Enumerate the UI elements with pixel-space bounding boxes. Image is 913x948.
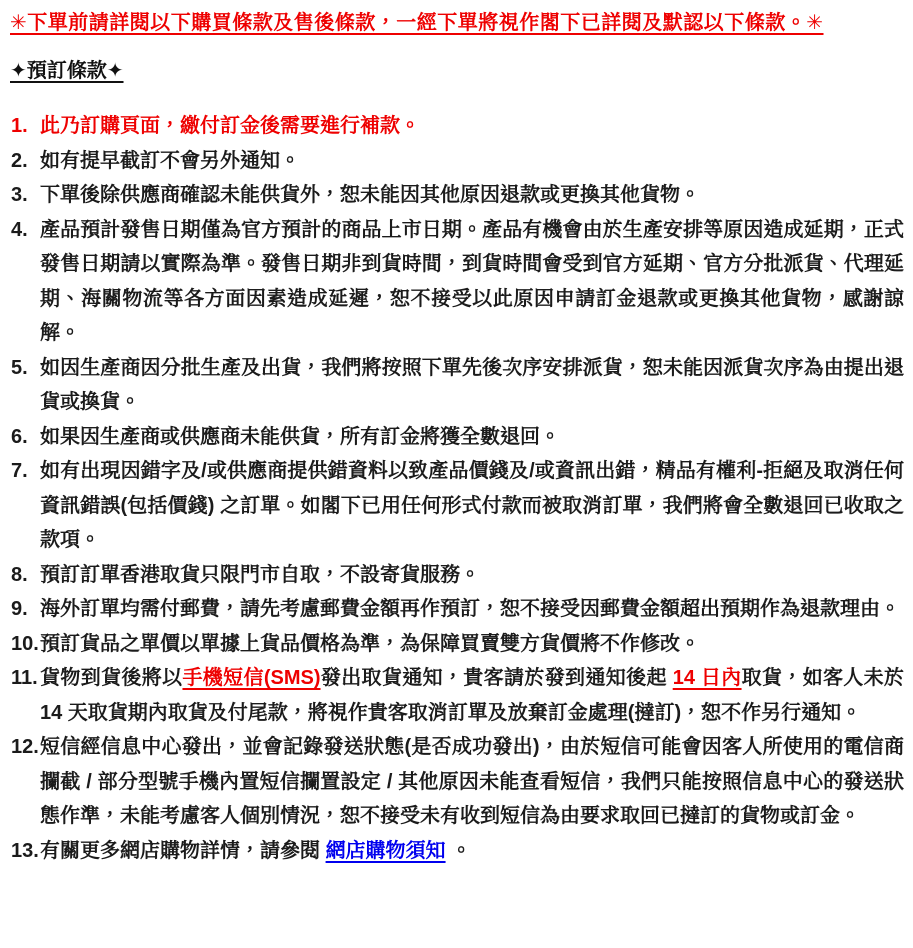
term-number: 12. [11, 736, 39, 758]
term-text: 下單後除供應商確認未能供貨外，恕未能因其他原因退款或更換其他貨物。 [40, 184, 700, 206]
term-text: 發出取貨通知，貴客請於發到通知後起 [320, 667, 673, 689]
term-item-6 [10, 420, 904, 455]
term-item-5 [10, 351, 904, 420]
term-text: 預訂貨品之單價以單據上貨品價格為準，為保障買賣雙方貨價將不作修改。 [40, 632, 700, 655]
term-item-8 [10, 558, 904, 593]
term-number: 2. [11, 149, 28, 172]
term-number: 13. [11, 839, 39, 862]
term-item-13 [10, 834, 904, 869]
term-item-7 [10, 454, 904, 558]
term-number: 11. [11, 667, 38, 689]
term-text: 如有出現因錯字及/或供應商提供錯資料以致產品價錢及/或資訊出錯，精品有權利-拒絕及取消任何資訊錯誤(包括價錢) 之訂單。如閣下已用任何形式付款而被取消訂單，我們將會全數退回已收取之款項。 [40, 460, 904, 551]
term-number: 10. [11, 632, 39, 655]
term-text: 取貨，如客人未於 14 天取貨期內取貨及付尾款，將視作貴客取消訂單及放棄訂金處理(撻訂)，恕不作另行通知。 [40, 667, 905, 724]
term-item-1 [10, 109, 904, 144]
term-text: 如有提早截訂不會另外通知。 [40, 149, 300, 172]
sms-notice-highlight: 手機短信(SMS) [182, 667, 321, 689]
term-text: 此乃訂購頁面，繳付訂金後需要進行補款。 [40, 115, 420, 137]
term-number: 8. [11, 563, 28, 586]
term-text: 如因生產商因分批生產及出貨，我們將按照下單先後次序安排派貨，恕未能因派貨次序為由提出退貨或換貨。 [40, 356, 904, 413]
term-number: 9. [11, 598, 28, 620]
term-text: 。 [445, 839, 472, 862]
term-number: 1. [11, 115, 28, 137]
term-item-2 [10, 144, 904, 179]
term-number: 7. [11, 460, 28, 482]
term-number: 6. [11, 425, 28, 448]
term-item-9 [10, 592, 904, 627]
term-text: 有關更多網店購物詳情，請參閱 [40, 839, 326, 862]
term-text: 海外訂單均需付郵費，請先考慮郵費金額再作預訂，恕不接受因郵費金額超出預期作為退款理由。 [40, 598, 900, 620]
term-item-10 [10, 627, 904, 662]
term-item-11 [10, 661, 904, 730]
section-title: ✦預訂條款✦ [10, 60, 124, 82]
term-item-4 [10, 213, 904, 351]
notice-banner: ✳下單前請詳閱以下購買條款及售後條款，一經下單將視作閣下已詳閱及默認以下條款。✳ [10, 12, 824, 34]
term-text: 短信經信息中心發出，並會記錄發送狀態(是否成功發出)，由於短信可能會因客人所使用的電信商攔截 / 部分型號手機內置短信攔置設定 / 其他原因未能查看短信，我們只能按照信息中心的發送狀態作準，未能考慮客人個別情況，恕不接受未有收到短信為由要求取回已撻訂的貨物或訂金。 [40, 736, 904, 827]
term-text: 貨物到貨後將以 [40, 667, 183, 689]
term-text: 預訂訂單香港取貨只限門市自取，不設寄貨服務。 [40, 563, 480, 586]
term-number: 3. [11, 184, 28, 206]
term-number: 4. [11, 218, 28, 241]
term-text: 如果因生產商或供應商未能供貨，所有訂金將獲全數退回。 [40, 425, 560, 448]
term-text: 產品預計發售日期僅為官方預計的商品上市日期。產品有機會由於生產安排等原因造成延期，正式發售日期請以實際為準。發售日期非到貨時間，到貨時間會受到官方延期、官方分批派貨、代理延期、海關物流等各方面因素造成延遲，恕不接受以此原因申請訂金退款或更換其他貨物，感謝諒解。 [40, 218, 904, 344]
store-shopping-notice-link[interactable]: 網店購物須知 [325, 839, 446, 862]
term-item-3 [10, 178, 904, 213]
term-number: 5. [11, 356, 28, 379]
terms-list [10, 109, 904, 868]
pickup-deadline-highlight: 14 日內 [672, 667, 742, 689]
term-item-12 [10, 730, 904, 834]
